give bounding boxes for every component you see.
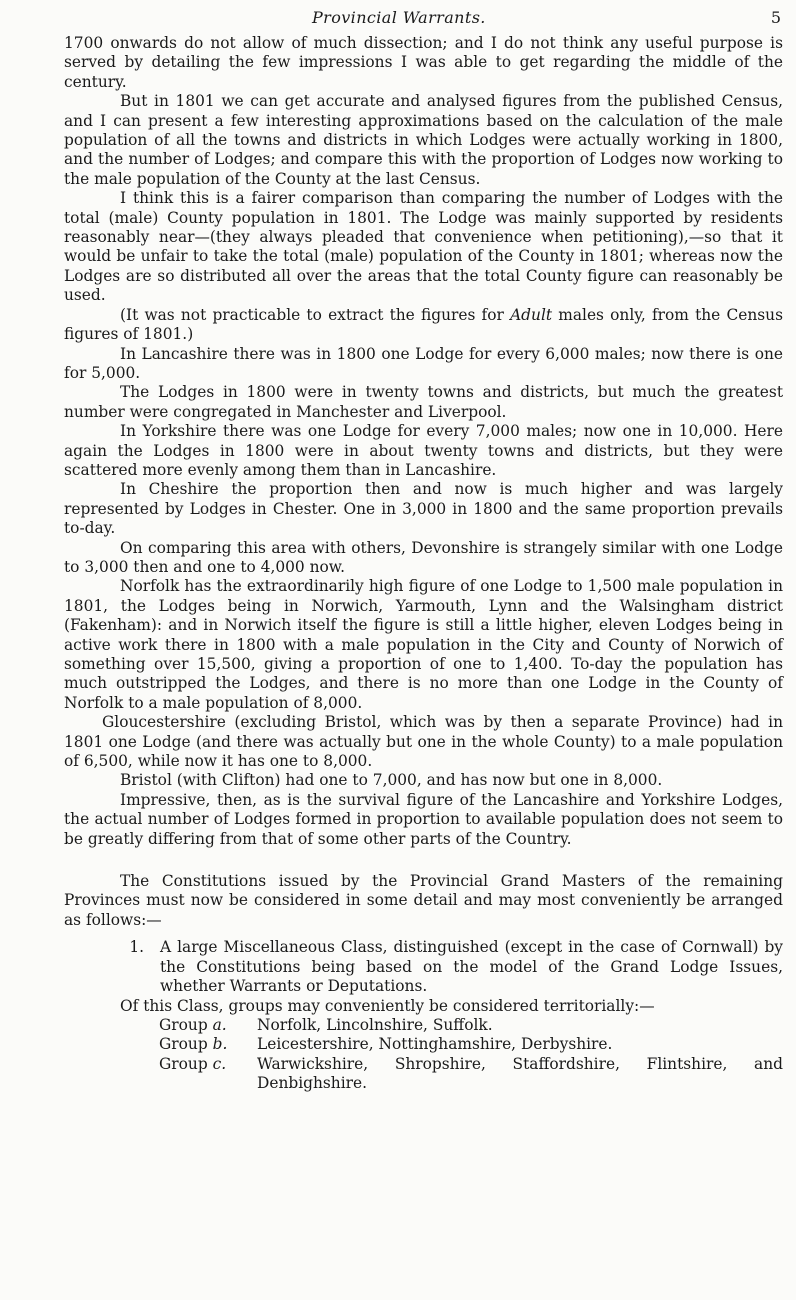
section-gap: [64, 849, 783, 872]
group-counties: Norfolk, Lincolnshire, Suffolk.: [257, 1015, 493, 1034]
paragraph-adult-note: [64, 306, 783, 345]
paragraph: Bristol (with Clifton) had one to 7,000, and has now but one in 8,000.: [120, 771, 663, 790]
page-number: 5: [770, 8, 781, 27]
paragraph: In Yorkshire there was one Lodge for every 7,000 males; now one in 10,000. Here again the Lodges in 1800 were in about twenty towns and districts, but they were scattered more evenly among them than in Lancashire.: [64, 422, 783, 479]
adult-note-before: (It was not practicable to extract the figures for: [120, 305, 511, 324]
numbered-item-number: 1.: [129, 938, 144, 957]
group-label: [159, 1035, 257, 1054]
paragraph: The Constitutions issued by the Provincial Grand Masters of the remaining Provinces must now be considered in some detail and may most conveniently be arranged as follows:—: [64, 872, 783, 929]
paragraph: But in 1801 we can get accurate and analysed figures from the published Census, and I can present a few interesting approximations based on the calculation of the male population of all the towns and districts in which Lodges were actually working in 1800, and the number of Lodges; and compare this with the proportion of Lodges now working to the male population of the County at the last Census.: [64, 92, 783, 188]
running-title: Provincial Warrants.: [312, 8, 486, 27]
group-letter: b.: [212, 1035, 228, 1054]
adult-note-italic: Adult: [510, 305, 553, 324]
group-word: Group: [159, 1035, 208, 1054]
paragraph: 1700 onwards do not allow of much dissection; and I do not think any useful purpose is served by detailing the few impressions I was able to get regarding the middle of the century.: [64, 34, 783, 91]
group-counties: Leicestershire, Nottinghamshire, Derbyshire.: [257, 1035, 613, 1054]
group-letter: c.: [212, 1054, 227, 1073]
adult-note-after: males only, from the Census figures of 1801.): [64, 305, 783, 344]
group-item: [159, 1035, 783, 1054]
page-header: [64, 6, 783, 34]
groups-lead: Of this Class, groups may conveniently be considered territorially:—: [120, 996, 655, 1015]
paragraph: Impressive, then, as is the survival figure of the Lancashire and Yorkshire Lodges, the actual number of Lodges formed in proportion to available population does not seem to be greatly differing from that of some other parts of the Country.: [64, 790, 783, 848]
group-item: [159, 1016, 783, 1035]
paragraph: The Lodges in 1800 were in twenty towns and districts, but much the greatest number were congregated in Manchester and Liverpool.: [64, 383, 783, 421]
numbered-item-text: A large Miscellaneous Class, distinguished (except in the case of Cornwall) by the Constitutions being based on the model of the Grand Lodge Issues, whether Warrants or Deputations.: [160, 938, 783, 996]
group-label: [159, 1055, 257, 1094]
body-text: [64, 34, 783, 1094]
paragraph: In Cheshire the proportion then and now is much higher and was largely represented by Lodges in Chester. One in 3,000 in 1800 and the same proportion prevails to-day.: [64, 480, 783, 538]
paragraph: I think this is a fairer comparison than comparing the number of Lodges with the total (male) County population in 1801. The Lodge was mainly supported by residents reasonably near—(they always pleaded that convenience when petitioning),—so that it would be unfair to take the total (male) population of the County in 1801; whereas now the Lodges are so distributed all over the areas that the total County figure can reasonably be used.: [64, 189, 783, 305]
group-item: [159, 1055, 783, 1094]
paragraph: On comparing this area with others, Devonshire is strangely similar with one Lodge to 3,000 then and one to 4,000 now.: [64, 538, 783, 576]
paragraph: In Lancashire there was in 1800 one Lodge for every 6,000 males; now there is one for 5,000.: [64, 344, 783, 382]
paragraph: Gloucestershire (excluding Bristol, which was by then a separate Province) had in 1801 one Lodge (and there was actually but one in the whole County) to a male population of 6,500, while now it has one to 8,000.: [64, 713, 783, 771]
group-letter: a.: [212, 1015, 227, 1034]
group-word: Group: [159, 1054, 208, 1073]
paragraph: Norfolk has the extraordinarily high figure of one Lodge to 1,500 male population in 1801, the Lodges being in Norwich, Yarmouth, Lynn and the Walsingham district (Fakenham): and in Norwich itself the figure is still a little higher, eleven Lodges being in active work there in 1800 with a male population in the City and County of Norwich of something over 15,500, giving a proportion of one to 1,400. To-day the population has much outstripped the Lodges, and there is no more than one Lodge in the County of Norfolk to a male population of 8,000.: [64, 577, 783, 712]
group-label: [159, 1016, 257, 1035]
group-word: Group: [159, 1015, 208, 1034]
numbered-item: [64, 938, 783, 996]
group-counties: Warwickshire, Shropshire, Staffordshire, Flintshire, and Denbighshire.: [257, 1054, 783, 1093]
